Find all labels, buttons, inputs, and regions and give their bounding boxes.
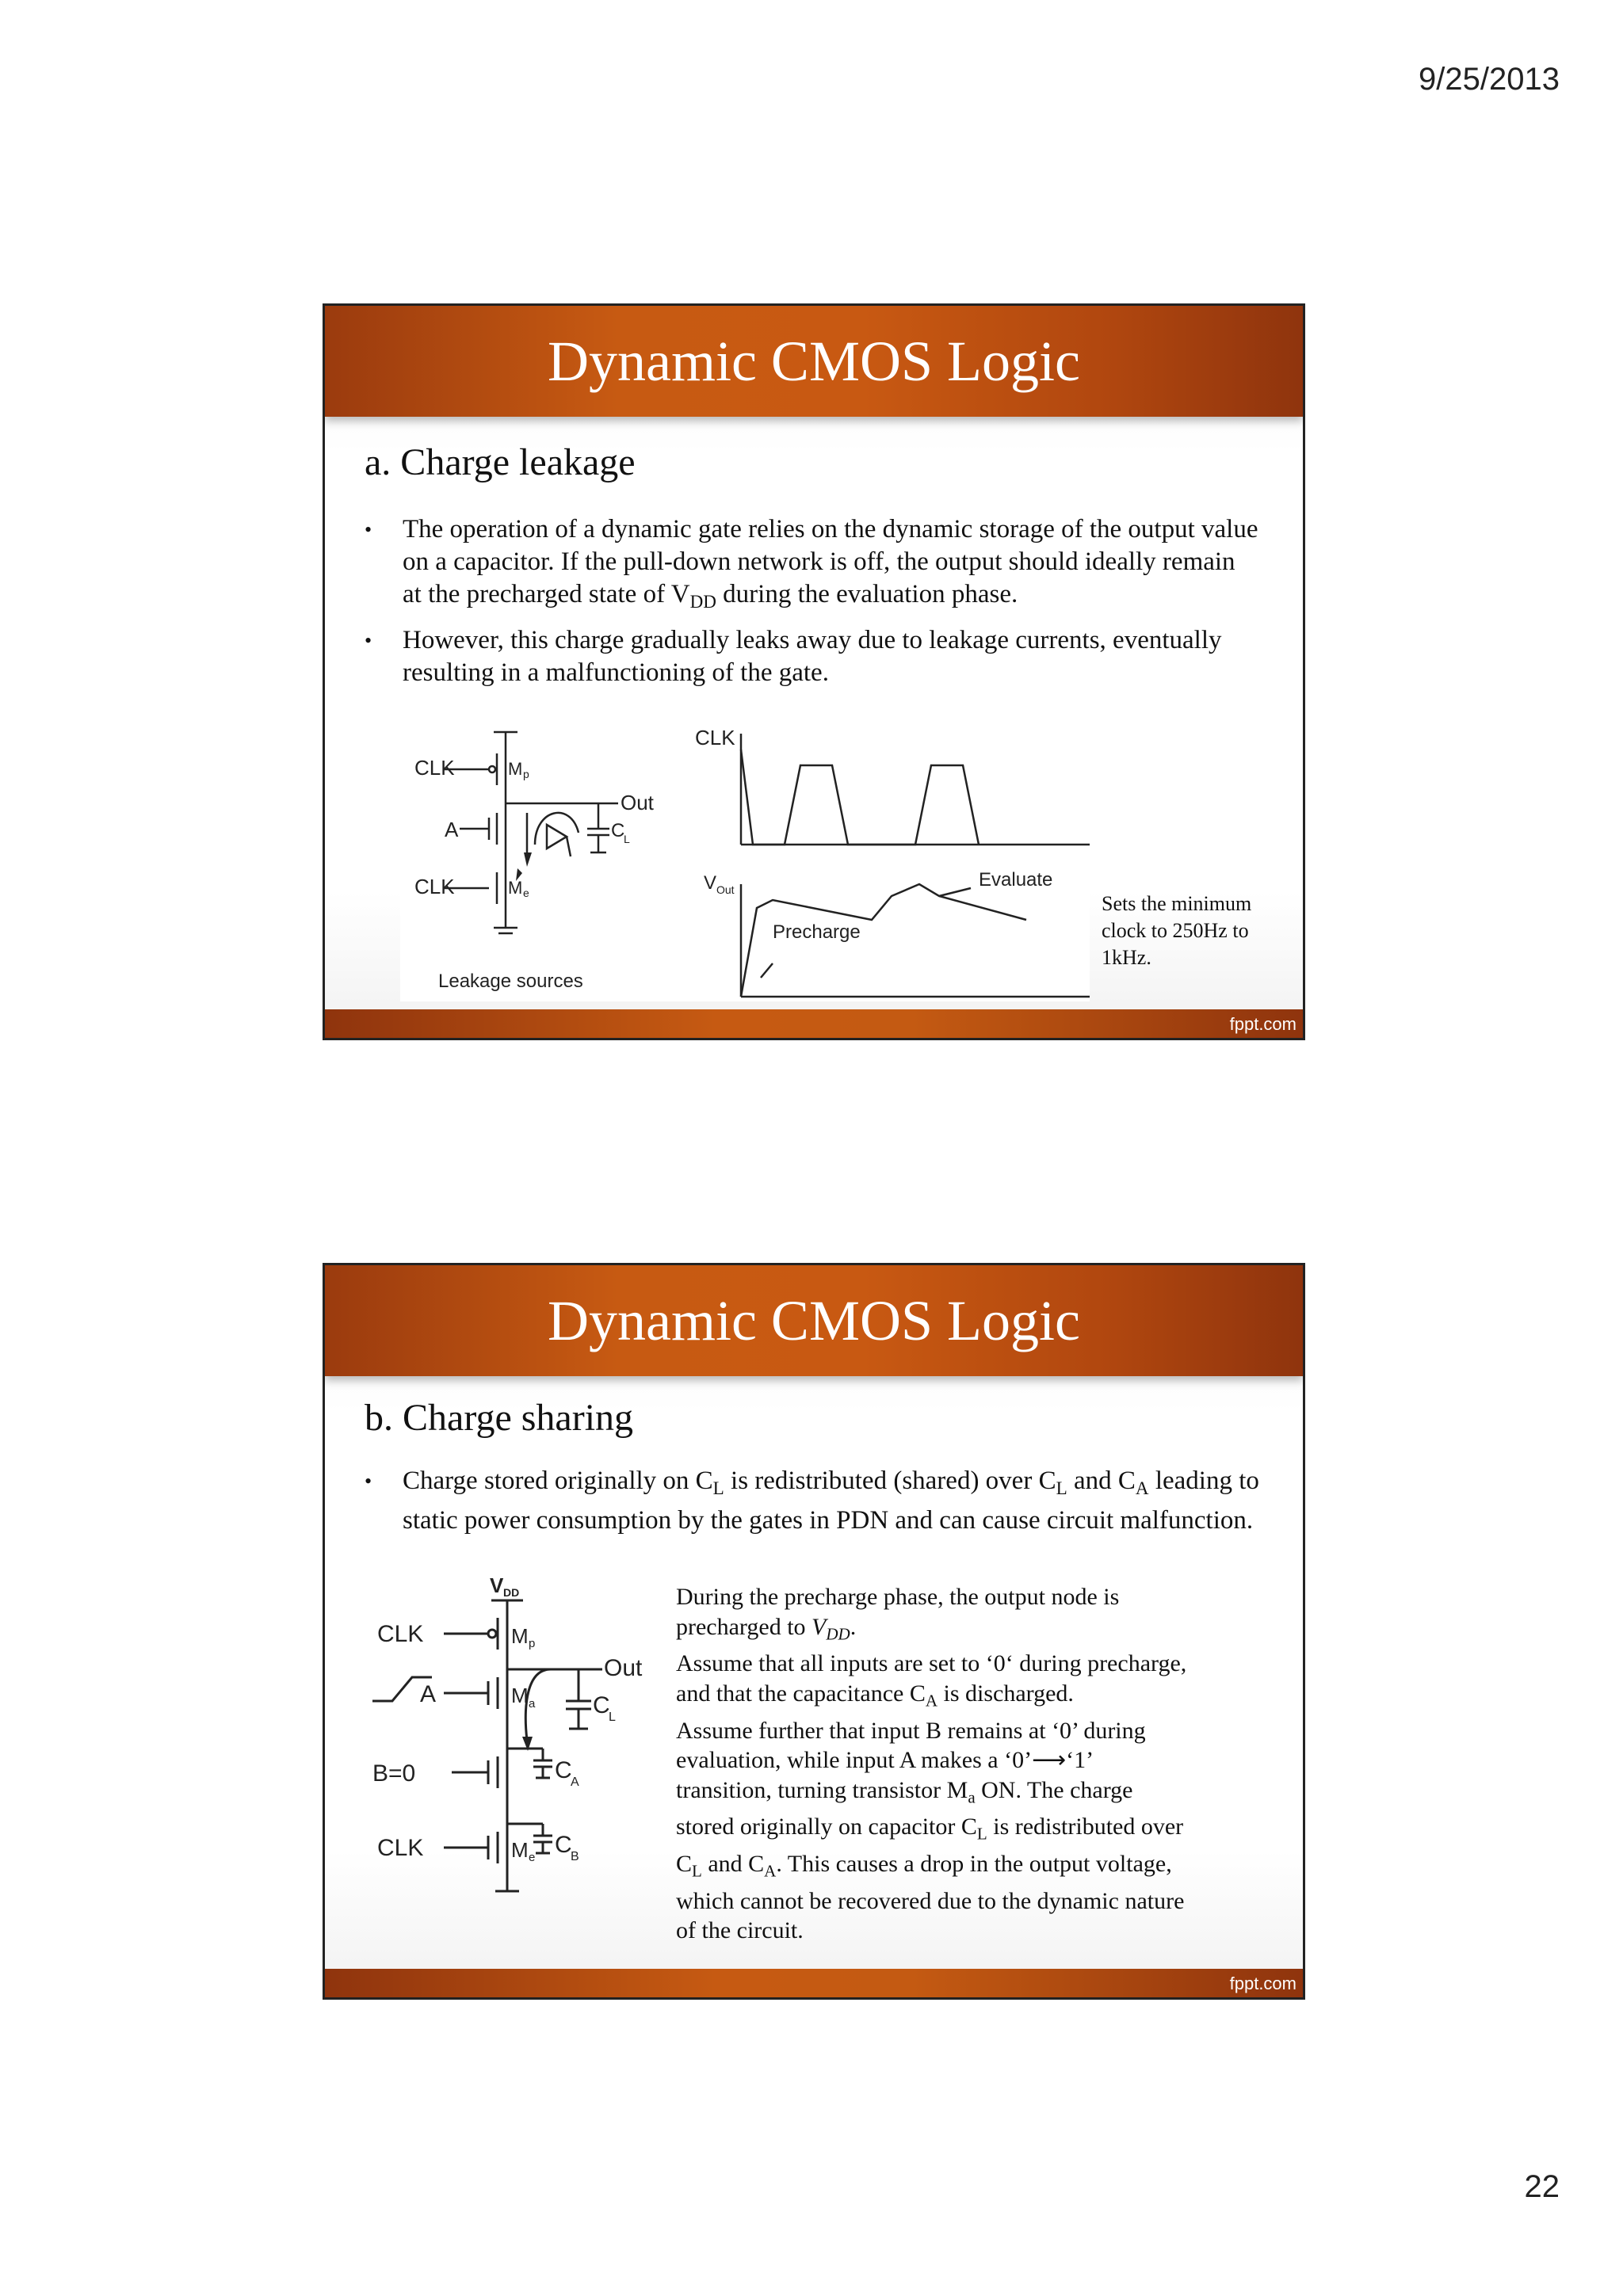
text-line	[676, 1716, 1302, 1746]
label-precharge: Precharge	[773, 921, 861, 943]
subscript: L	[1056, 1477, 1067, 1498]
label-cl: C	[593, 1692, 610, 1718]
text: ON. The charge	[975, 1776, 1133, 1803]
label-evaluate: Evaluate	[979, 869, 1053, 891]
text-line	[676, 1812, 1302, 1849]
label-me: M	[511, 1838, 529, 1862]
text: transition, turning transistor M	[676, 1776, 968, 1803]
bullet-item	[365, 624, 1260, 689]
bullet-icon: •	[365, 1470, 372, 1493]
brand-label: fppt.com	[1229, 1974, 1296, 1993]
label-a: A	[445, 818, 459, 841]
label-ca: C	[555, 1757, 572, 1783]
label-leakage-sources: Leakage sources	[438, 971, 583, 992]
label-cl-sub: L	[609, 1711, 616, 1724]
text-line	[676, 1849, 1302, 1886]
slide-title: Dynamic CMOS Logic	[548, 1289, 1080, 1352]
label-vdd: V	[490, 1573, 504, 1597]
bullet-text: leading to static power consumption by the gates in PDN and can cause circuit malfunction.	[403, 1466, 1259, 1535]
text-line	[676, 1745, 1302, 1775]
text: V	[812, 1613, 827, 1640]
bullet-text: The operation of a dynamic gate relies on the dynamic storage of the output value on a capacitor. If the pull-down network is off, the output should ideally remain at the precharged state of V	[403, 515, 1258, 608]
label-ma: M	[511, 1684, 529, 1707]
footer-bar	[325, 1009, 1303, 1038]
text: is discharged.	[938, 1680, 1074, 1707]
text: .	[850, 1613, 857, 1640]
text: ‘1’	[1066, 1747, 1094, 1774]
label-cl: C	[611, 820, 625, 841]
label-me-sub: e	[523, 887, 529, 899]
subscript: DD	[689, 590, 716, 612]
text-line	[676, 1916, 1302, 1946]
bullet-text: However, this charge gradually leaks away due to leakage currents, eventually resulting in a malfunctioning of the gate.	[403, 625, 1222, 687]
label-vout: V	[704, 872, 717, 894]
text-line	[676, 1582, 1302, 1612]
text: which cannot be recovered due to the dynamic nature	[676, 1887, 1185, 1914]
text: Assume that all inputs are set to ‘0‘ during precharge,	[676, 1650, 1187, 1677]
text: C	[676, 1851, 693, 1878]
text-line	[676, 1775, 1302, 1813]
label-clk: CLK	[414, 756, 455, 780]
page-date: 9/25/2013	[1419, 62, 1560, 97]
bullet-icon: •	[365, 518, 372, 541]
text: and C	[701, 1851, 765, 1878]
text-line	[676, 1679, 1302, 1716]
subscript: L	[692, 1861, 702, 1881]
bullet-text: is redistributed (shared) over C	[724, 1466, 1056, 1495]
text: of the circuit.	[676, 1917, 804, 1944]
brand-label: fppt.com	[1229, 1014, 1296, 1034]
bullet-list	[365, 1465, 1260, 1543]
label-mp: M	[511, 1624, 529, 1648]
text-line	[676, 1886, 1302, 1917]
section-heading: b. Charge sharing	[365, 1397, 634, 1439]
text: During the precharge phase, the output node is	[676, 1584, 1120, 1610]
text: evaluation, while input A makes a ‘0’	[676, 1747, 1033, 1774]
bullet-text: during the evaluation phase.	[716, 580, 1018, 608]
slide-charge-leakage	[323, 303, 1305, 1040]
leakage-figure	[400, 726, 1090, 1001]
label-ma-sub: a	[529, 1697, 536, 1711]
label-out: Out	[621, 791, 654, 814]
text: . This causes a drop in the output voltage,	[776, 1851, 1172, 1878]
text: is redistributed over	[987, 1814, 1184, 1840]
bullet-text: Charge stored originally on C	[403, 1466, 713, 1495]
label-ca-sub: A	[571, 1775, 579, 1789]
bullet-item	[365, 1465, 1260, 1537]
subscript: A	[1135, 1477, 1149, 1498]
charge-sharing-figure	[372, 1570, 721, 1935]
label-mp-sub: p	[523, 768, 529, 780]
footer-bar	[325, 1969, 1303, 1997]
text-line	[676, 1612, 1302, 1650]
text-line	[676, 1649, 1302, 1679]
side-note: Sets the minimum clock to 250Hz to 1kHz.	[1102, 892, 1252, 969]
label-mp: M	[508, 759, 523, 779]
label-clk: CLK	[377, 1835, 424, 1861]
text: Assume further that input B remains at ‘0’ during	[676, 1717, 1146, 1744]
arrow-icon: ⟶	[1032, 1747, 1067, 1774]
bullet-text: and C	[1067, 1466, 1136, 1495]
label-vout-sub: Out	[716, 883, 735, 896]
bullet-item	[365, 513, 1260, 618]
label-mp-sub: p	[529, 1637, 536, 1650]
bullet-icon: •	[365, 628, 372, 652]
slide-charge-sharing	[323, 1263, 1305, 2000]
subscript: A	[764, 1861, 777, 1881]
text: and that the capacitance C	[676, 1680, 926, 1707]
charge-sharing-circuit-diagram	[372, 1570, 721, 1935]
text: stored originally on capacitor C	[676, 1814, 977, 1840]
subscript: a	[968, 1787, 976, 1806]
clk-waveform	[741, 734, 1090, 845]
label-clk: CLK	[414, 875, 455, 898]
label-me: M	[508, 878, 523, 898]
label-cl-sub: L	[624, 833, 630, 845]
subscript: DD	[826, 1623, 850, 1643]
subscript: L	[976, 1824, 987, 1844]
section-heading: a. Charge leakage	[365, 441, 636, 483]
text: precharged to	[676, 1613, 812, 1640]
label-me-sub: e	[529, 1851, 536, 1864]
label-cb: C	[555, 1832, 572, 1858]
label-clk-wave: CLK	[695, 726, 735, 749]
label-out: Out	[604, 1655, 643, 1681]
slide-title: Dynamic CMOS Logic	[548, 330, 1080, 393]
label-cb-sub: B	[571, 1850, 579, 1863]
page-number: 22	[1524, 2169, 1560, 2204]
label-vdd-sub: DD	[503, 1586, 520, 1599]
leakage-circuit-diagram	[400, 726, 1090, 1001]
explanation-text	[676, 1582, 1302, 1946]
subscript: L	[712, 1477, 724, 1498]
label-b0: B=0	[372, 1760, 416, 1787]
label-a: A	[420, 1681, 437, 1707]
subscript: A	[925, 1691, 938, 1711]
bullet-list	[365, 513, 1260, 696]
label-clk: CLK	[377, 1621, 424, 1647]
